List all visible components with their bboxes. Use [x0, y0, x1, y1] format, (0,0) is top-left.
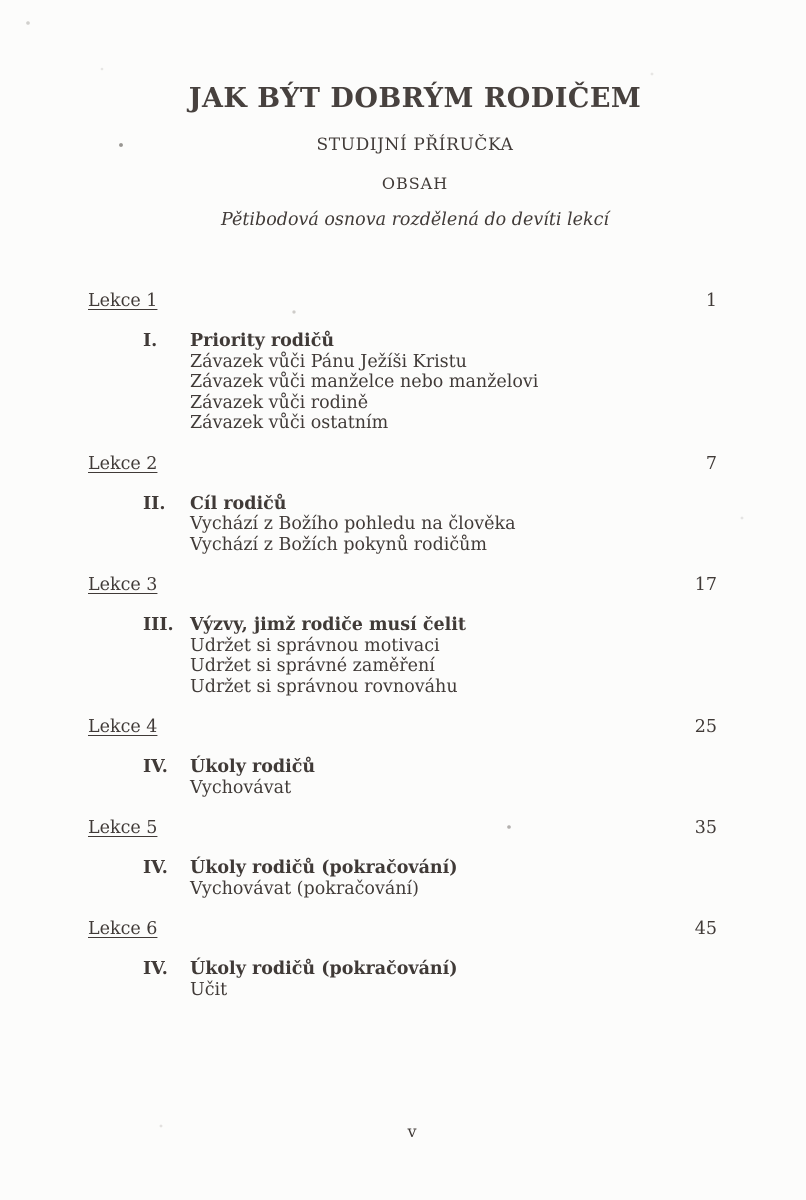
outline-subitem: Závazek vůči Pánu Ježíši Kristu: [190, 351, 467, 372]
outline-numeral: IV.: [143, 858, 168, 878]
document-title: JAK BÝT DOBRÝM RODIČEM: [188, 83, 642, 114]
lesson-label: Lekce 2: [88, 453, 158, 474]
lesson-label: Lekce 3: [88, 575, 158, 595]
outline-entry-body: [190, 757, 717, 798]
lesson-row: [88, 918, 717, 940]
toc-section: [88, 290, 717, 434]
outline-topic: Výzvy, jimž rodiče musí čelit: [190, 615, 467, 635]
lesson-label: Lekce 4: [88, 717, 158, 737]
outline-entry-body: [190, 615, 717, 697]
lesson-page-number: 45: [694, 919, 717, 939]
outline-entry-body: [190, 959, 717, 1000]
lesson-row: [88, 716, 717, 738]
toc-section: [88, 817, 717, 899]
toc-section: [88, 918, 717, 1000]
lesson-label: Lekce 1: [88, 291, 158, 311]
lesson-label: Lekce 5: [88, 818, 158, 838]
outline-subitem: Vychovávat: [190, 777, 292, 798]
lesson-row: [88, 574, 717, 596]
toc-heading: OBSAH: [381, 174, 449, 193]
lesson-label: Lekce 6: [88, 919, 158, 939]
outline-subitem: Závazek vůči ostatním: [190, 413, 389, 433]
outline-subitem: Udržet si správnou motivaci: [190, 635, 440, 656]
lesson-page-number: 7: [705, 453, 717, 474]
document-header: [0, 0, 806, 230]
outline-topic: Úkoly rodičů: [190, 757, 316, 777]
outline-subitem: Závazek vůči manželce nebo manželovi: [190, 372, 539, 392]
lesson-row: [88, 290, 717, 312]
outline-entry: [88, 494, 717, 556]
scan-speckles: [0, 0, 2, 2]
outline-subitem: Vychází z Božího pohledu na člověka: [190, 514, 516, 534]
outline-entry: [88, 331, 717, 434]
outline-entry: [88, 858, 717, 899]
outline-numeral: III.: [143, 615, 174, 635]
lesson-page-number: 35: [694, 818, 717, 838]
outline-subitem: Udržet si správné zaměření: [190, 656, 435, 676]
outline-entry: [88, 615, 717, 697]
lesson-page-number: 1: [705, 291, 717, 311]
toc: [88, 290, 717, 1000]
outline-numeral: II.: [143, 493, 166, 514]
page-footer: [0, 1122, 806, 1141]
outline-topic: Priority rodičů: [190, 331, 335, 351]
lesson-row: [88, 817, 717, 839]
outline-subitem: Vychází z Božích pokynů rodičům: [190, 534, 488, 555]
toc-section: [88, 716, 717, 798]
outline-topic: Úkoly rodičů (pokračování): [190, 959, 458, 979]
toc-section: [88, 574, 717, 697]
outline-subitem: Závazek vůči rodině: [190, 392, 369, 413]
outline-numeral: IV.: [143, 757, 168, 777]
outline-entry-body: [190, 494, 717, 556]
document-tagline: Pětibodová osnova rozdělená do devíti lekcí: [221, 210, 609, 230]
outline-entry: [88, 959, 717, 1000]
lesson-row: [88, 453, 717, 475]
outline-subitem: Vychovávat (pokračování): [190, 878, 419, 899]
outline-numeral: I.: [143, 331, 158, 351]
outline-subitem: Udržet si správnou rovnováhu: [190, 676, 458, 697]
outline-entry-body: [190, 858, 717, 899]
outline-subitem: Učit: [190, 979, 228, 1000]
outline-entry: [88, 757, 717, 798]
lesson-page-number: 25: [694, 717, 717, 737]
lesson-page-number: 17: [694, 575, 717, 595]
outline-numeral: IV.: [143, 959, 168, 979]
document-subtitle: STUDIJNÍ PŘÍRUČKA: [316, 135, 514, 155]
outline-topic: Cíl rodičů: [190, 493, 287, 514]
folio-page-number: v: [407, 1122, 417, 1141]
outline-topic: Úkoly rodičů (pokračování): [190, 858, 458, 878]
outline-entry-body: [190, 331, 717, 434]
toc-section: [88, 453, 717, 556]
